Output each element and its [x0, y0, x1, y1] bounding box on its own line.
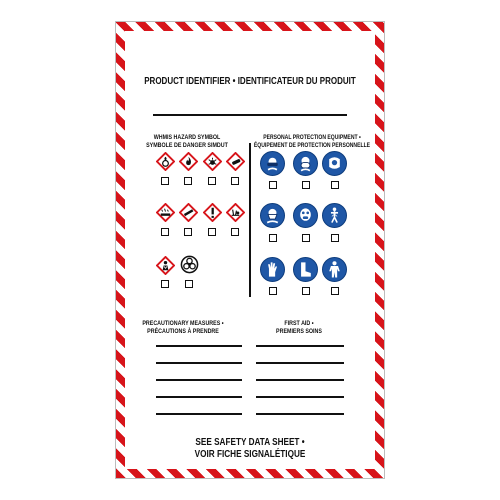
- ppe-checkbox[interactable]: [302, 287, 310, 295]
- ppe-heading-en: PERSONAL PROTECTION EQUIPMENT •: [263, 134, 361, 141]
- first-aid-line: [256, 362, 344, 364]
- precautionary-line: [156, 413, 242, 415]
- whmis-checkbox[interactable]: [184, 177, 192, 185]
- whmis-checkbox[interactable]: [161, 228, 169, 236]
- ppe-checkbox[interactable]: [302, 181, 310, 189]
- face-shield-icon: [322, 151, 347, 176]
- precautionary-line: [156, 396, 242, 398]
- skull-crossbones-icon: [179, 203, 198, 222]
- biohazard-icon: [180, 255, 199, 274]
- precautionary-line: [156, 345, 242, 347]
- section-divider: [249, 143, 251, 297]
- whmis-checkbox[interactable]: [185, 280, 193, 288]
- ppe-checkbox[interactable]: [269, 287, 277, 295]
- whmis-checkbox[interactable]: [231, 177, 239, 185]
- first-aid-heading-en: FIRST AID •: [284, 320, 314, 327]
- ppe-checkbox[interactable]: [331, 287, 339, 295]
- ppe-checkbox[interactable]: [302, 234, 310, 242]
- fall-harness-icon: [322, 203, 347, 228]
- whmis-checkbox[interactable]: [231, 228, 239, 236]
- exploding-bomb-icon: [203, 152, 222, 171]
- dust-mask-icon: [260, 203, 285, 228]
- first-aid-line: [256, 379, 344, 381]
- whmis-workplace-label: [116, 22, 384, 478]
- full-face-respirator-icon: [293, 203, 318, 228]
- whmis-checkbox[interactable]: [161, 280, 169, 288]
- precautionary-heading-fr: PRÉCAUTIONS À PRENDRE: [147, 328, 219, 335]
- protective-suit-icon: [322, 257, 347, 282]
- safety-goggles-icon: [260, 151, 285, 176]
- ppe-heading-fr: ÉQUIPEMENT DE PROTECTION PERSONNELLE: [253, 142, 371, 149]
- flame-icon: [179, 152, 198, 171]
- first-aid-line: [256, 396, 344, 398]
- exclamation-mark-icon: [203, 203, 222, 222]
- label-content: [125, 31, 375, 469]
- precautionary-heading-en: PRECAUTIONARY MEASURES •: [142, 320, 224, 327]
- whmis-checkbox[interactable]: [184, 228, 192, 236]
- respirator-icon: [293, 151, 318, 176]
- first-aid-line: [256, 345, 344, 347]
- product-identifier-title: PRODUCT IDENTIFIER • IDENTIFICATEUR DU PRODUIT: [144, 76, 356, 87]
- precautionary-line: [156, 379, 242, 381]
- ppe-checkbox[interactable]: [331, 181, 339, 189]
- flame-over-circle-icon: [156, 152, 175, 171]
- product-identifier-line: [153, 114, 347, 116]
- whmis-checkbox[interactable]: [208, 228, 216, 236]
- corrosion-icon: [156, 203, 175, 222]
- whmis-checkbox[interactable]: [161, 177, 169, 185]
- whmis-checkbox[interactable]: [208, 177, 216, 185]
- first-aid-heading-fr: PREMIERS SOINS: [276, 328, 322, 335]
- first-aid-line: [256, 413, 344, 415]
- gloves-icon: [260, 257, 285, 282]
- gas-cylinder-icon: [226, 152, 245, 171]
- see-safety-data-sheet: SEE SAFETY DATA SHEET •: [195, 437, 305, 448]
- whmis-heading-fr: SYMBOLE DE DANGER SIMDUT: [146, 142, 228, 149]
- ppe-checkbox[interactable]: [269, 234, 277, 242]
- ppe-checkbox[interactable]: [331, 234, 339, 242]
- safety-boots-icon: [293, 257, 318, 282]
- health-hazard-icon: [156, 256, 175, 275]
- voir-fiche-signaletique: VOIR FICHE SIGNALÉTIQUE: [194, 449, 306, 460]
- whmis-heading-en: WHMIS HAZARD SYMBOL: [153, 134, 221, 141]
- environment-icon: [226, 203, 245, 222]
- precautionary-line: [156, 362, 242, 364]
- ppe-checkbox[interactable]: [269, 181, 277, 189]
